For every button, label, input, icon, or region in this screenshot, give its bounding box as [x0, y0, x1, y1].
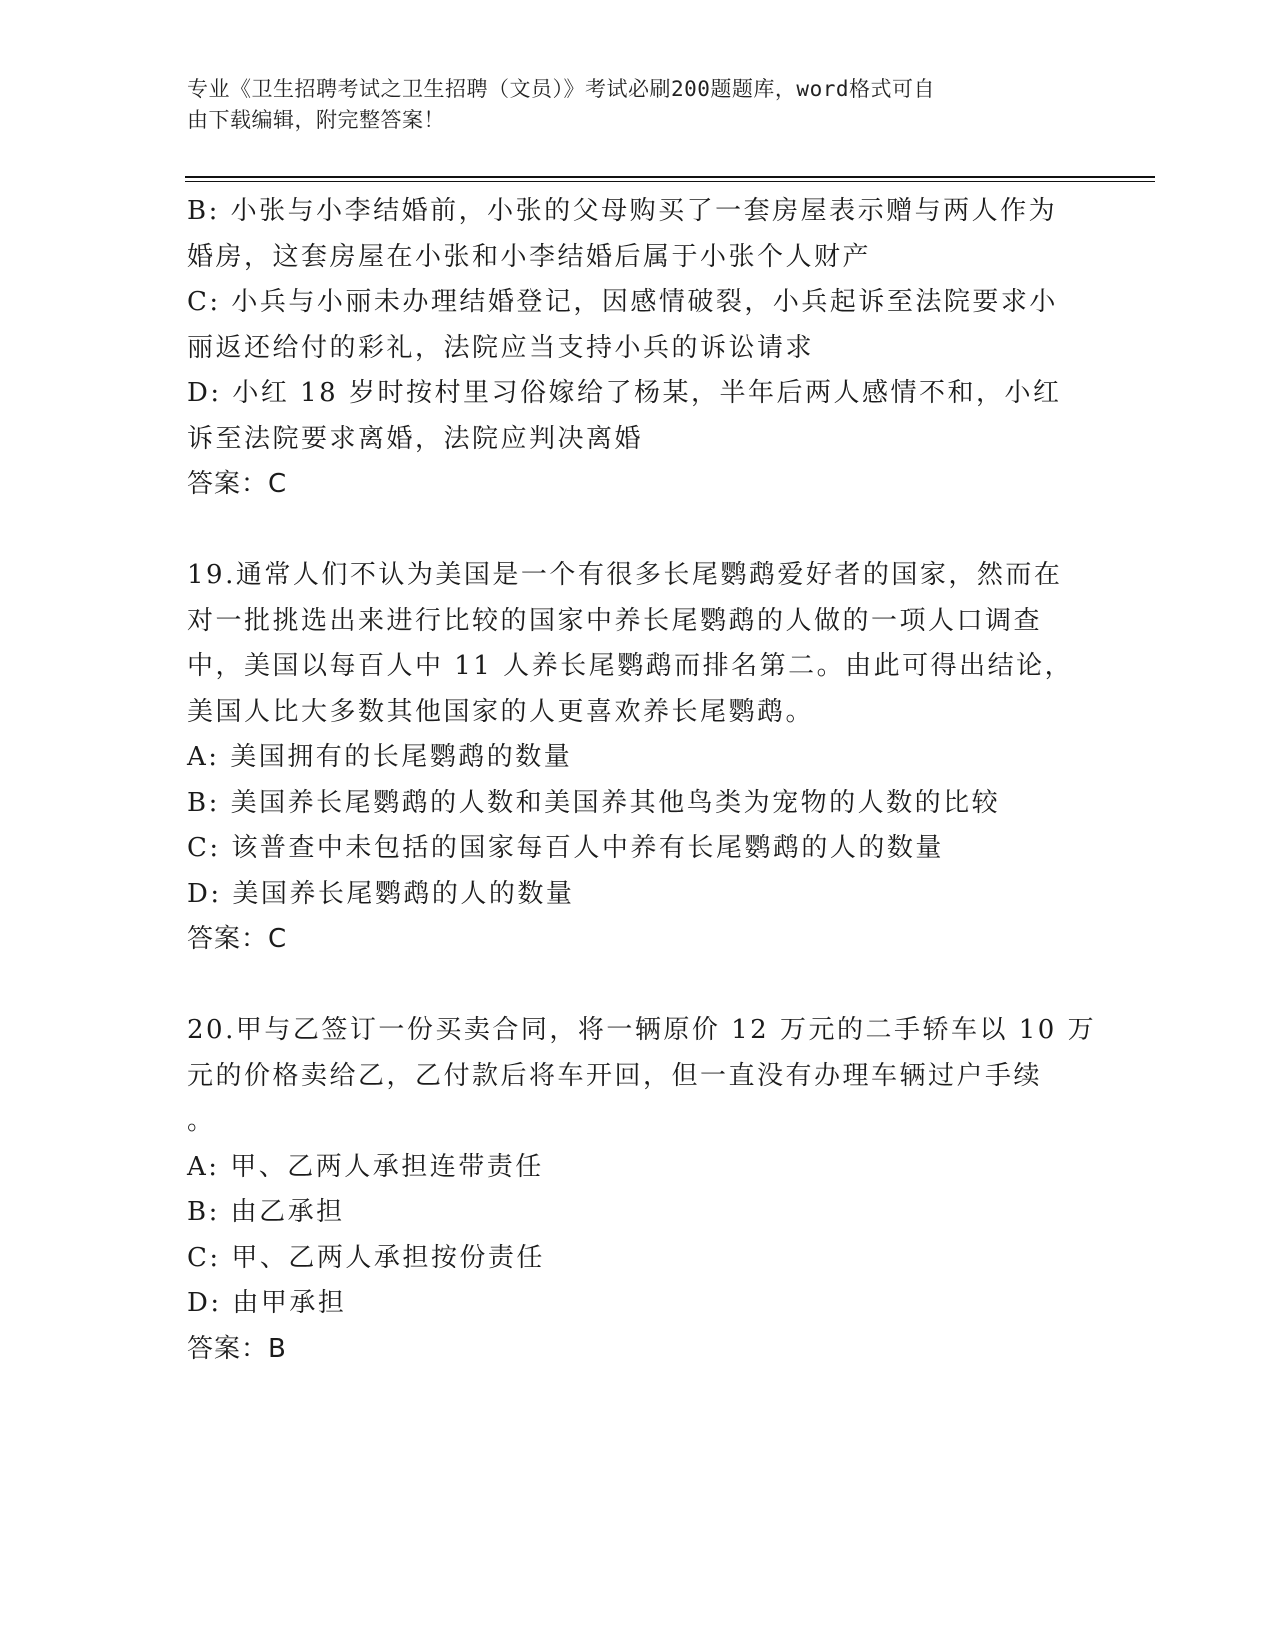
q18-option-b-line-2: 婚房，这套房屋在小张和小李结婚后属于小张个人财产	[187, 241, 872, 272]
spacer	[187, 963, 1087, 1009]
q20-stem-line-1: 20.甲与乙签订一份买卖合同，将一辆原价 12 万元的二手轿车以 10 万	[187, 1015, 1097, 1045]
q20-answer: 答案：B	[187, 1333, 287, 1364]
header-line-1: 专业《卫生招聘考试之卫生招聘（文员）》考试必刷200题题库，word格式可自	[187, 77, 935, 101]
q19-option-c: C: 该普查中未包括的国家每百人中养有长尾鹦鹉的人的数量	[187, 833, 944, 863]
q20-option-a: A: 甲、乙两人承担连带责任	[187, 1151, 544, 1182]
q18-option-c-line-2: 丽返还给付的彩礼，法院应当支持小兵的诉讼请求	[187, 332, 815, 363]
q20-stem-line-2: 元的价格卖给乙，乙付款后将车开回，但一直没有办理车辆过户手续	[187, 1060, 1043, 1091]
document-header	[187, 74, 1067, 136]
q18-option-c-line-1: C: 小兵与小丽未办理结婚登记，因感情破裂，小兵起诉至法院要求小	[187, 287, 1058, 317]
header-divider-thin	[185, 181, 1155, 182]
question-18	[187, 189, 1087, 508]
q19-answer: 答案：C	[187, 924, 288, 954]
q19-option-b: B: 美国养长尾鹦鹉的人数和美国养其他鸟类为宠物的人数的比较	[187, 787, 1001, 818]
q19-option-a: A: 美国拥有的长尾鹦鹉的数量	[187, 742, 573, 772]
q19-stem-line-2: 对一批挑选出来进行比较的国家中养长尾鹦鹉的人做的一项人口调查	[187, 605, 1043, 636]
q20-option-c: C: 甲、乙两人承担按份责任	[187, 1242, 545, 1273]
q20-stem-line-3: 。	[187, 1106, 216, 1136]
header-line-2: 由下载编辑，附完整答案！	[187, 108, 445, 132]
q18-answer: 答案：C	[187, 469, 288, 499]
q19-stem-line-3: 中，美国以每百人中 11 人养长尾鹦鹉而排名第二。由此可得出结论，	[187, 651, 1074, 681]
question-20	[187, 1008, 1097, 1372]
q19-stem-line-4: 美国人比大多数其他国家的人更喜欢养长尾鹦鹉。	[187, 696, 815, 727]
q20-option-d: D: 由甲承担	[187, 1288, 347, 1318]
q18-option-d-line-2: 诉至法院要求离婚，法院应判决离婚	[187, 423, 644, 454]
q19-option-d: D: 美国养长尾鹦鹉的人的数量	[187, 878, 575, 909]
spacer	[187, 508, 1087, 554]
header-divider-thick	[185, 176, 1155, 178]
q18-option-d-line-1: D: 小红 18 岁时按村里习俗嫁给了杨某，半年后两人感情不和，小红	[187, 378, 1062, 408]
question-content	[187, 189, 1097, 1372]
q19-stem-line-1: 19.通常人们不认为美国是一个有很多长尾鹦鹉爱好者的国家，然而在	[187, 560, 1063, 590]
q20-option-b: B: 由乙承担	[187, 1197, 345, 1227]
q18-option-b-line-1: B: 小张与小李结婚前，小张的父母购买了一套房屋表示赠与两人作为	[187, 196, 1058, 226]
question-19	[187, 553, 1087, 963]
